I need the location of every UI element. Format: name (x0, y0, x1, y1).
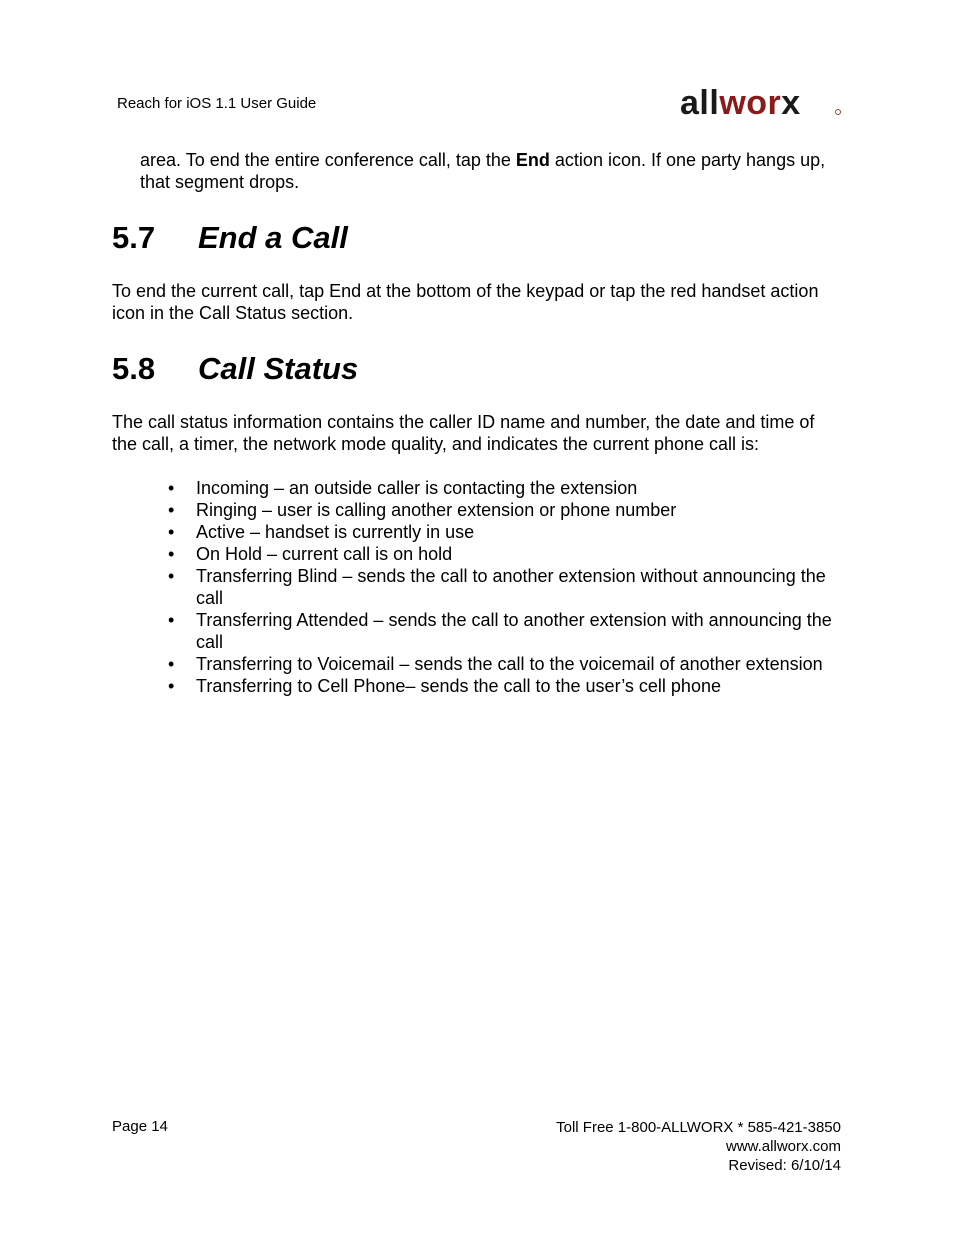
bullet-icon: • (168, 610, 175, 630)
header-title: Reach for iOS 1.1 User Guide (117, 95, 317, 112)
continued-text-after: action icon. If one party hangs up, that segment drops. (140, 150, 826, 192)
list-item-text: Transferring to Voicemail – sends the call to the voicemail of another extension (196, 654, 823, 674)
svg-text:allworx: allworx (680, 84, 801, 120)
list-item-text: On Hold – current call is on hold (196, 544, 453, 564)
bullet-icon: • (168, 676, 175, 696)
list-item (168, 477, 848, 499)
list-item-text: Incoming – an outside caller is contacting the extension (196, 478, 638, 498)
end-call-paragraph: To end the current call, tap End at the bottom of the keypad or tap the red handset action icon in the Call Status section. (112, 281, 819, 323)
call-status-list (168, 477, 848, 697)
toll-free-number: Toll Free 1-800-ALLWORX * 585-421-3850 (556, 1119, 841, 1136)
bullet-icon: • (168, 654, 175, 674)
list-item (168, 499, 848, 521)
section-heading-call-status (112, 351, 512, 387)
list-item-text: Transferring Attended – sends the call to another extension with announcing the call (196, 610, 832, 652)
list-item (168, 609, 848, 653)
list-item-text: Active – handset is currently in use (196, 522, 475, 542)
bullet-icon: • (168, 478, 175, 498)
section-number: 5.8 (112, 351, 156, 386)
list-item (168, 521, 848, 543)
call-status-paragraph: The call status information contains the caller ID name and number, the date and time of the call, a timer, the network mode quality, and indicates the current phone call is: (112, 412, 815, 454)
footer-contact (556, 1118, 841, 1175)
section-title: End a Call (198, 220, 348, 255)
website-url: www.allworx.com (725, 1138, 841, 1155)
allworx-logo-graphic (680, 84, 842, 120)
list-item (168, 543, 848, 565)
list-item-text: Transferring to Cell Phone– sends the call to the user’s cell phone (196, 676, 721, 696)
bullet-icon: • (168, 522, 175, 542)
page-number: Page 14 (112, 1118, 168, 1135)
end-action-label: End (515, 150, 550, 170)
list-item (168, 565, 848, 609)
bullet-icon: • (168, 544, 175, 564)
allworx-logo (680, 84, 842, 120)
continued-paragraph (140, 149, 840, 193)
list-item (168, 653, 848, 675)
bullet-icon: • (168, 500, 175, 520)
section-heading-end-a-call (112, 220, 512, 256)
list-item-text: Ringing – user is calling another extension or phone number (196, 500, 677, 520)
bullet-icon: • (168, 566, 175, 586)
list-item-text: Transferring Blind – sends the call to another extension without announcing the call (196, 566, 826, 608)
section-title: Call Status (198, 351, 359, 386)
continued-text-before: area. To end the entire conference call, tap the (140, 150, 516, 170)
revised-date: Revised: 6/10/14 (728, 1157, 841, 1174)
section-number: 5.7 (112, 220, 156, 255)
list-item (168, 675, 848, 697)
